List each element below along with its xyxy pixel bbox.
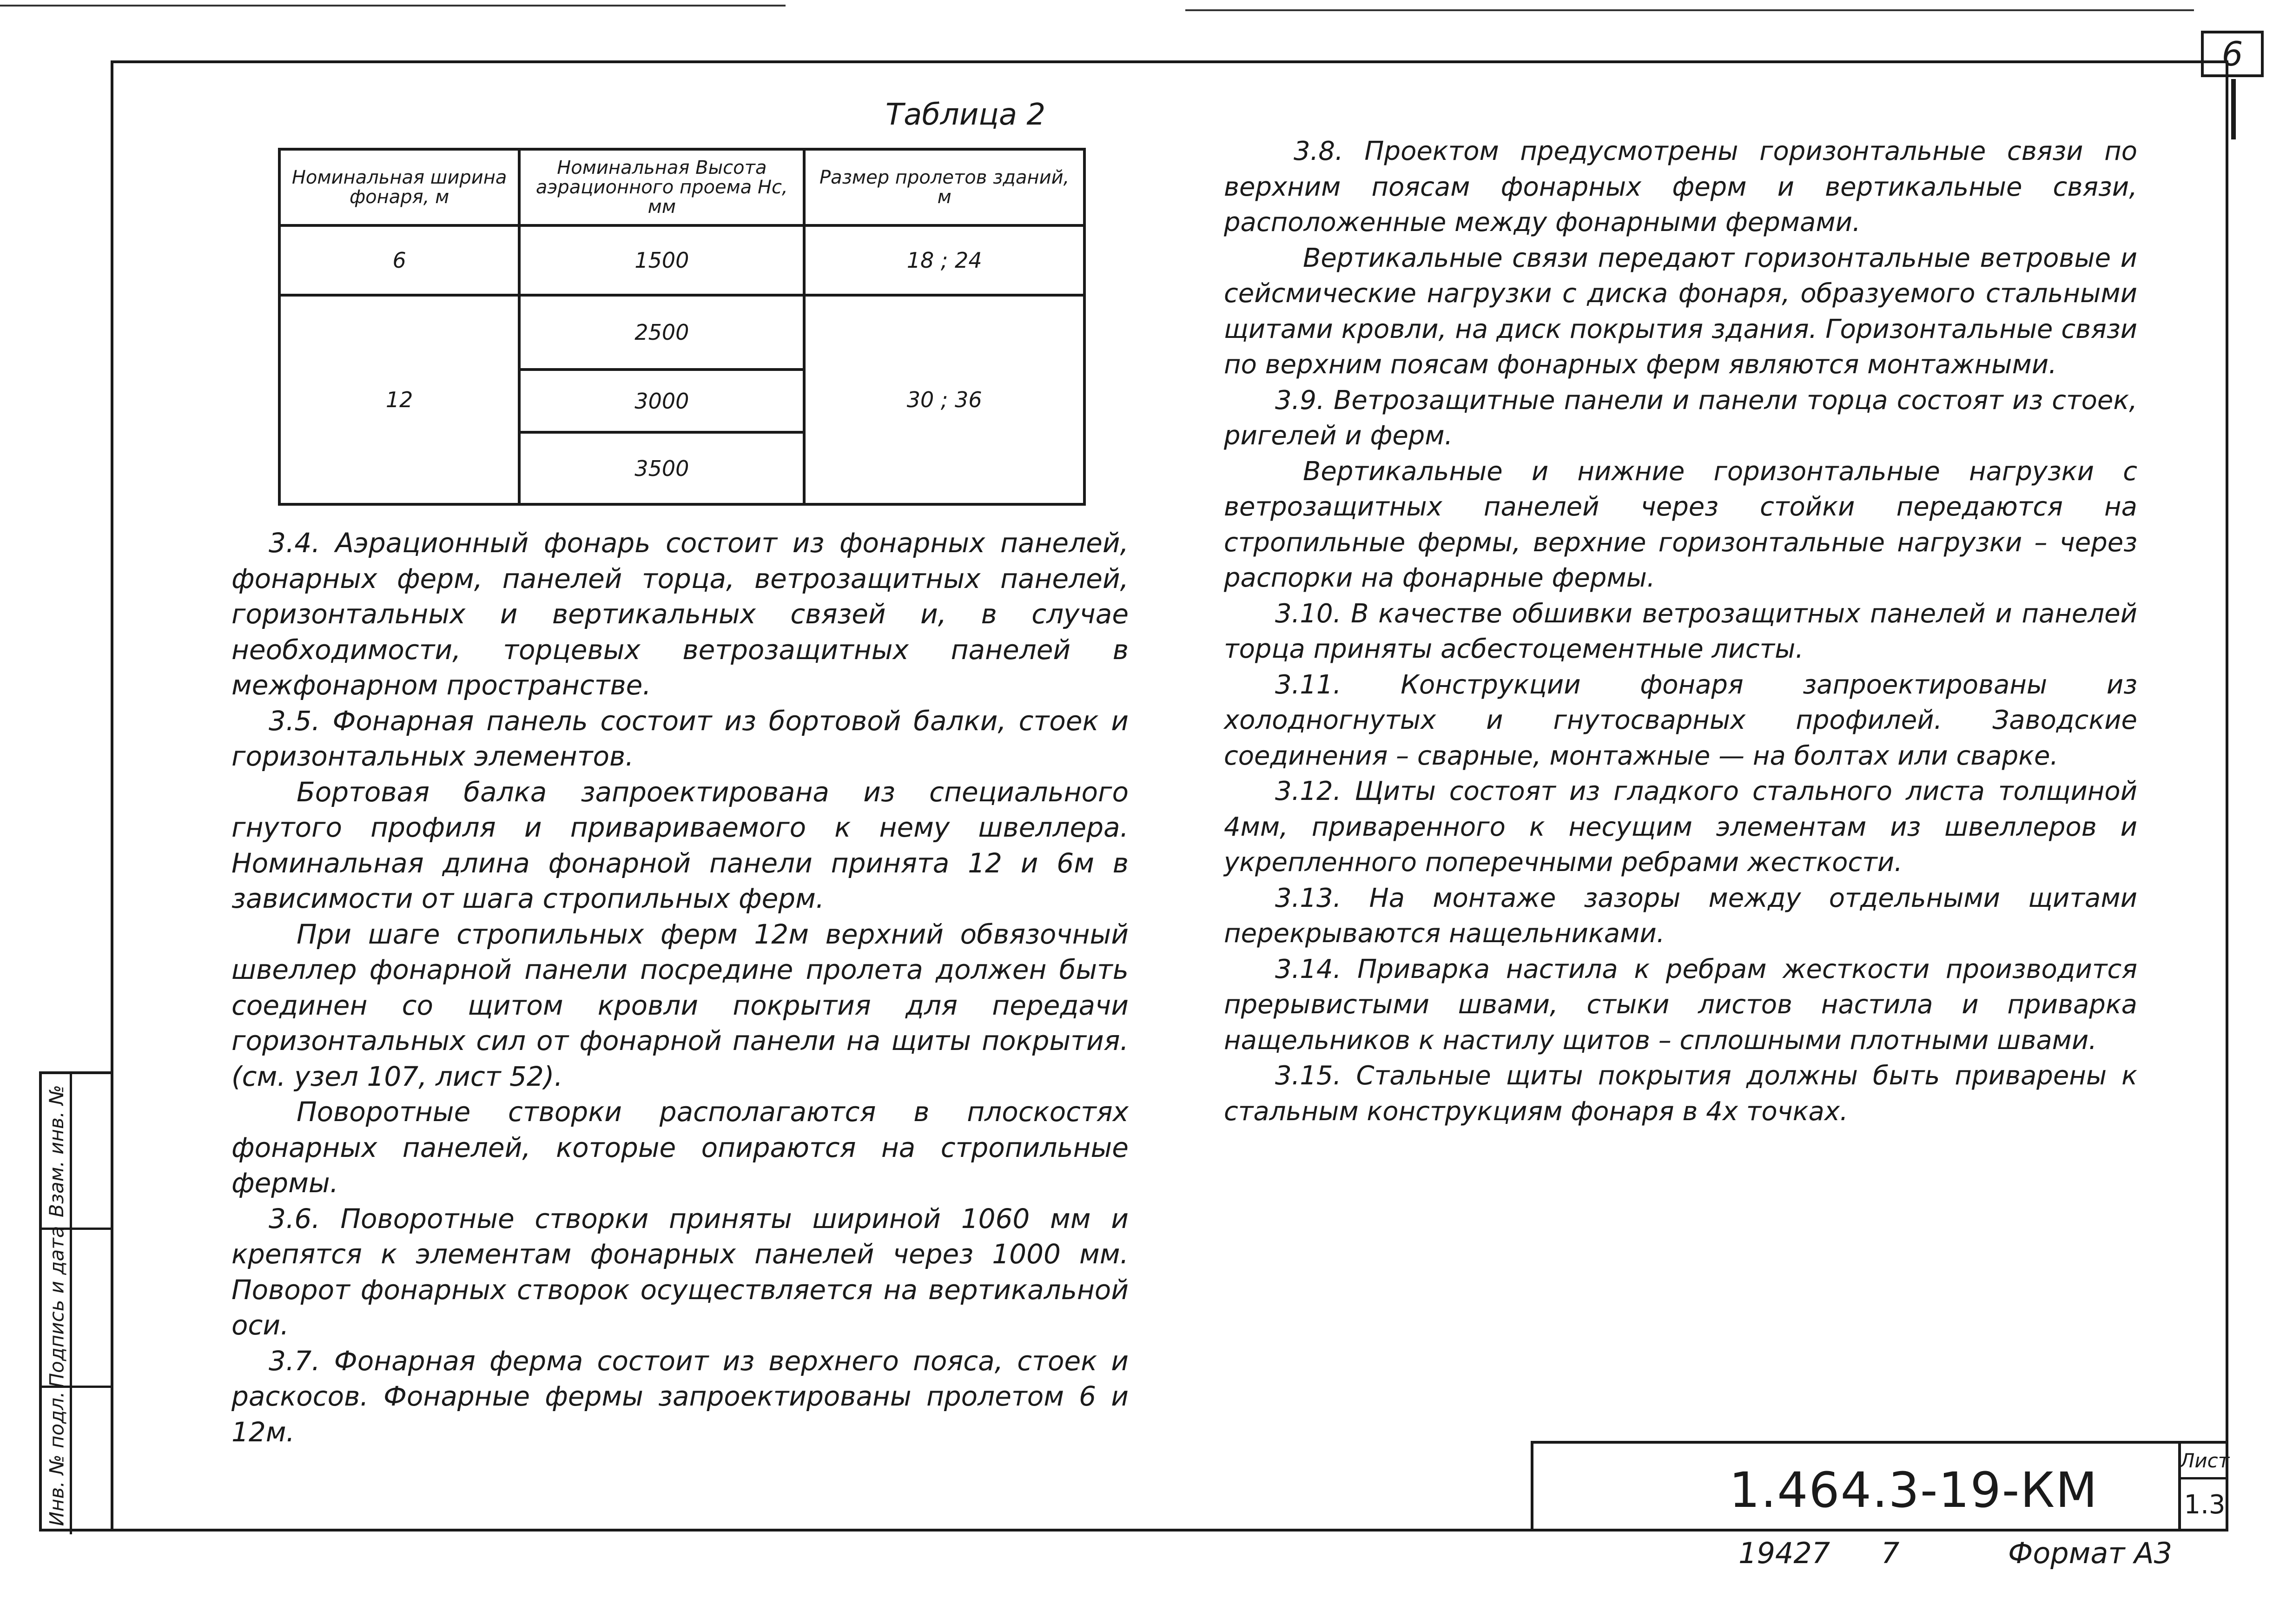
table-cell: 3500 [519,432,804,504]
paragraph: 3.11. Конструкции фонаря запроектированы из холодногнутых и гнутосварных профилей. Заводские соединения – сварные, монтажные — на болтах или сварке. [1224,669,2137,771]
archive-number: 19427 [1738,1536,1830,1570]
sheet-number-box [2178,1441,2228,1532]
left-text-column [231,525,1129,1450]
paragraph: Вертикальные связи передают горизонтальные ветровые и сейсмические нагрузки с диска фонаря, образуемого стальными щитами кровли, на диск покрытия здания. Горизонтальные связи по верхним поясам фонарных ферм являются монтажными. [1224,243,2137,380]
paragraph: 3.8. Проектом предусмотрены горизонтальные связи по верхним поясам фонарных ферм и вертикальные связи, расположенные между фонарными фермами. [1224,136,2137,238]
side-stamp-cell: Подпись и дата [45,1226,68,1387]
paragraph: Поворотные створки располагаются в плоскостях фонарных панелей, которые опираются на стропильные фермы. [231,1096,1129,1199]
right-text-column [1224,134,2137,1129]
table-title: Таблица 2 [885,98,1046,132]
paragraph: 3.4. Аэрационный фонарь состоит из фонарных панелей, фонарных ферм, панелей торца, ветрозащитных панелей, горизонтальных и вертикальных связей и, в случае необходимости, торцевых ветрозащитных панелей в межфонарном пространстве. [231,527,1129,701]
table-cell: 2500 [519,295,804,370]
paragraph: Бортовая балка запроектирована из специального гнутого профиля и привариваемого к нему швеллера. Номинальная длина фонарной панели принята 12 и 6м в зависимости от шага стропильных ферм. [231,776,1129,914]
table-cell: 3000 [519,370,804,432]
side-stamp-cell: Инв. № подл. [45,1391,68,1526]
document-number: 1.464.3-19-КМ [1729,1462,2098,1518]
sheet-label: Лист [2181,1444,2228,1479]
page-number: 6 [2201,31,2264,77]
archive-info [1738,1536,1899,1570]
paragraph: 3.12. Щиты состоят из гладкого стального листа толщиной 4мм, приваренного к несущим элементам из швеллеров и укрепленного поперечными ребрами жесткости. [1224,776,2137,878]
paragraph: 3.9. Ветрозащитные панели и панели торца состоят из стоек, ригелей и ферм. [1224,385,2137,451]
table-header: Номинальная Высота аэрационного проема Hc, мм [519,149,804,225]
paragraph: 3.14. Приварка настила к ребрам жесткости производится прерывистыми швами, стыки листов настила и приварка нащельников к настилу щитов – сплошными плотными швами. [1224,954,2137,1056]
paragraph: При шаге стропильных ферм 12м верхний обвязочный швеллер фонарной панели посредине пролета должен быть соединен со щитом кровли покрытия для передачи горизонтальных сил от фонарной панели на щиты покрытия. (см. узел 107, лист 52). [231,918,1129,1092]
paragraph: 3.15. Стальные щиты покрытия должны быть приварены к стальным конструкциям фонаря в 4х точках. [1224,1061,2137,1127]
frame-edge-mark [2231,79,2236,139]
copy-number: 7 [1881,1536,1900,1570]
format-label: Формат А3 [2008,1536,2173,1570]
table-header: Номинальная ширина фонаря, м [279,149,519,225]
paragraph: Вертикальные и нижние горизонтальные нагрузки с ветрозащитных панелей через стойки передаются на стропильные фермы, верхние горизонтальные нагрузки – через распорки на фонарные фермы. [1224,456,2137,593]
spec-table [278,148,1086,506]
paragraph: 3.13. На монтаже зазоры между отдельными щитами перекрываются нащельниками. [1224,883,2137,949]
paragraph: 3.6. Поворотные створки приняты шириной 1060 мм и крепятся к элементам фонарных панелей через 1000 мм. Поворот фонарных створок осуществляется на вертикальной оси. [231,1202,1129,1341]
side-stamp [39,1071,111,1532]
side-stamp-cell: Взам. инв. № [45,1084,68,1217]
paragraph: 3.10. В качестве обшивки ветрозащитных панелей и панелей торца приняты асбестоцементные листы. [1224,598,2137,664]
table-cell: 1500 [519,225,804,295]
table-header: Размер пролетов зданий, м [804,149,1084,225]
top-edge-line [1185,9,2194,11]
sheet-value: 1.3 [2184,1489,2226,1520]
paragraph: 3.5. Фонарная панель состоит из бортовой балки, стоек и горизонтальных элементов. [231,705,1129,772]
top-edge-line [0,5,786,7]
paragraph: 3.7. Фонарная ферма состоит из верхнего пояса, стоек и раскосов. Фонарные фермы запроектированы пролетом 6 и 12м. [231,1345,1129,1448]
table-cell: 12 [279,295,519,504]
table-cell: 30 ; 36 [804,295,1084,504]
table-cell: 6 [279,225,519,295]
table-cell: 18 ; 24 [804,225,1084,295]
